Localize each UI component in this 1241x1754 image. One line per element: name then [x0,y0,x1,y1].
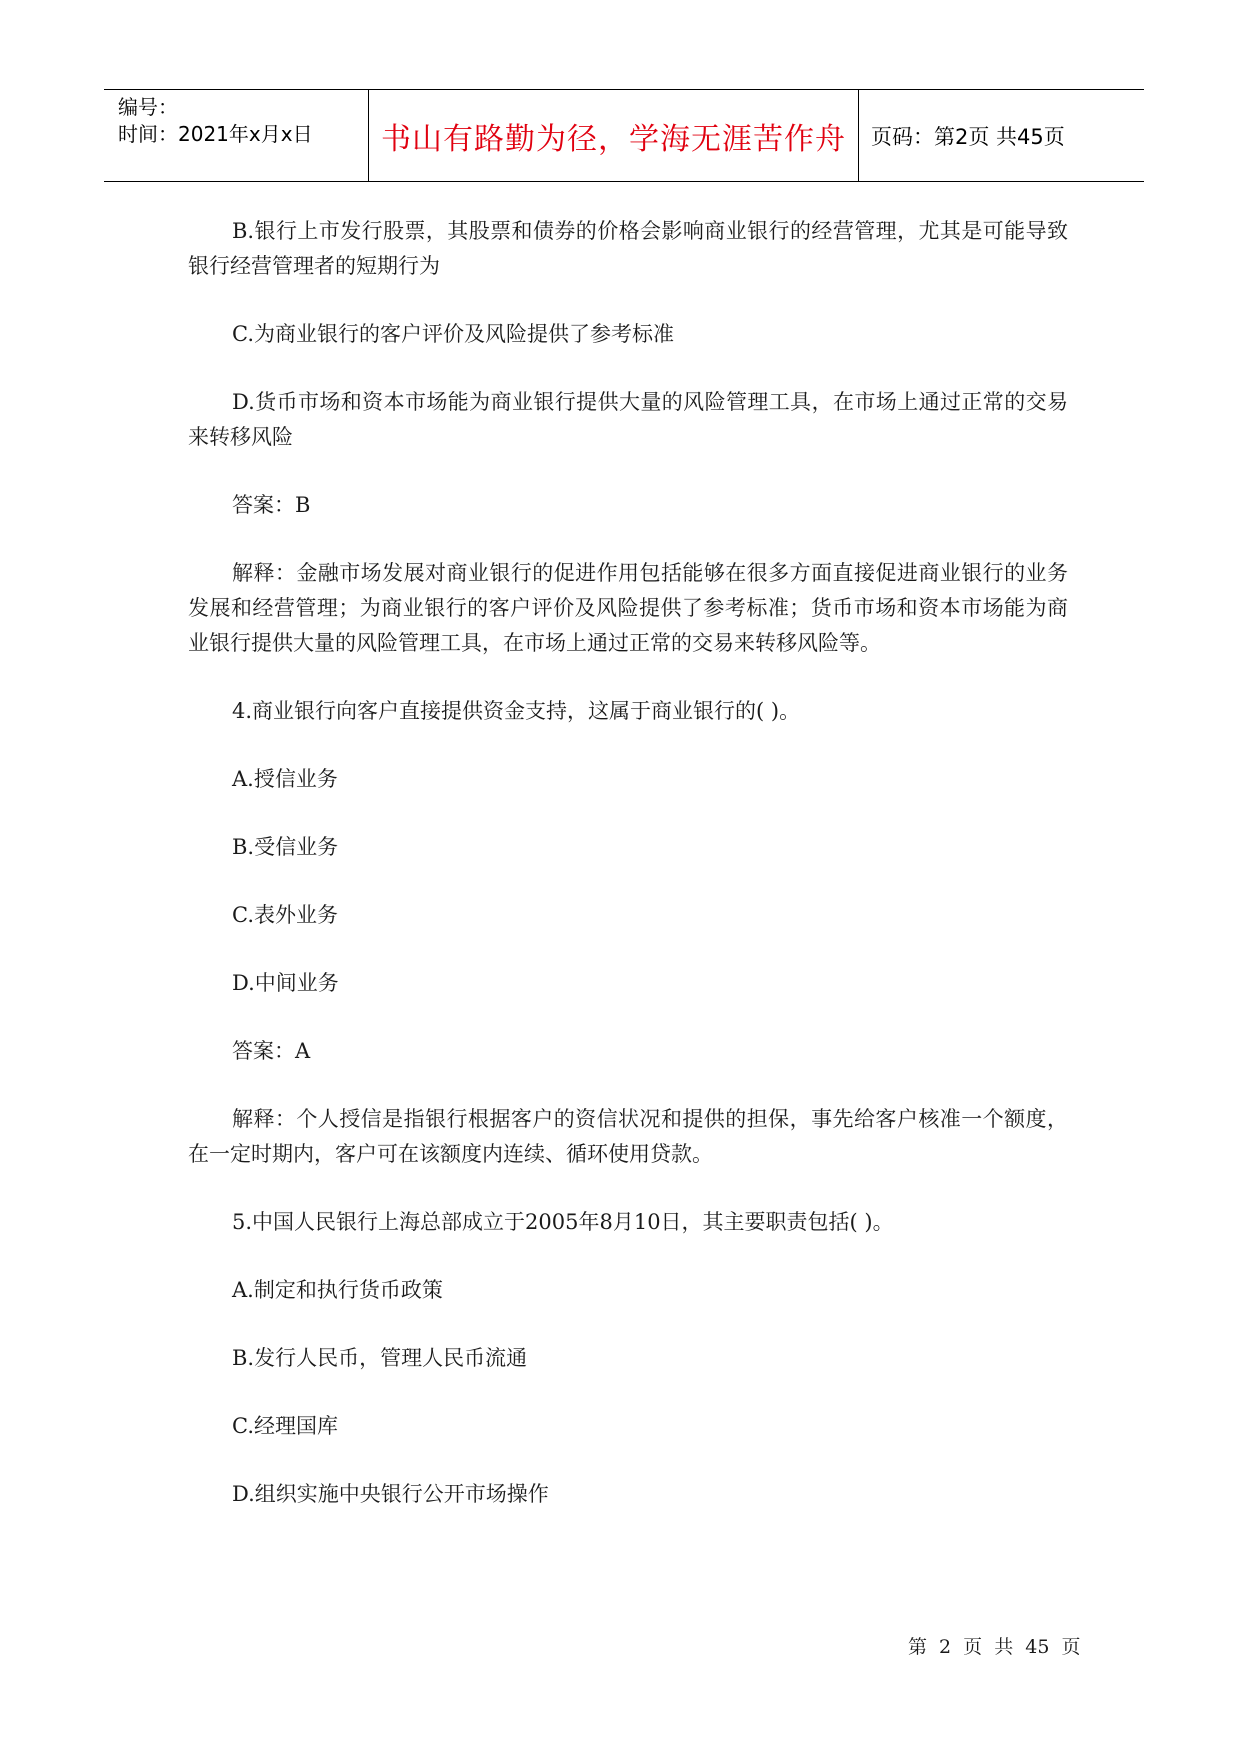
option-b-paragraph: B.银行上市发行股票，其股票和债券的价格会影响商业银行的经营管理，尤其是可能导致银行经营管理者的短期行为 [188,219,1068,278]
question-5-option-b: B.发行人民币，管理人民币流通 [232,1346,528,1370]
document-body [188,214,1068,1545]
answer-paragraph: 答案：B [232,493,311,517]
question-5-option-c: C.经理国库 [232,1414,338,1438]
question-4-option-d: D.中间业务 [232,971,339,995]
question-4-option-c: C.表外业务 [232,903,338,927]
question-4: 4.商业银行向客户直接提供资金支持，这属于商业银行的( )。 [232,699,801,723]
header-meta [104,90,369,181]
header-page-info: 页码：第2页 共45页 [871,124,1065,149]
page-header [104,89,1144,182]
page-footer: 第 2 页 共 45 页 [908,1636,1081,1658]
question-4-option-b: B.受信业务 [232,835,339,859]
question-5: 5.中国人民银行上海总部成立于2005年8月10日，其主要职责包括( )。 [232,1210,894,1234]
explanation-paragraph: 解释：金融市场发展对商业银行的促进作用包括能够在很多方面直接促进商业银行的业务发展和经营管理；为商业银行的客户评价及风险提供了参考标准；货币市场和资本市场能为商业银行提供大量的风险管理工具，在市场上通过正常的交易来转移风险等。 [188,561,1068,655]
option-d-paragraph: D.货币市场和资本市场能为商业银行提供大量的风险管理工具，在市场上通过正常的交易来转移风险 [188,390,1068,449]
document-time-label: 时间：2021年x月x日 [118,122,313,146]
document-number-label: 编号： [118,95,178,119]
question-5-option-d: D.组织实施中央银行公开市场操作 [232,1482,549,1506]
header-motto: 书山有路勤为径，学海无涯苦作舟 [369,90,859,181]
option-c-paragraph: C.为商业银行的客户评价及风险提供了参考标准 [232,322,674,346]
question-4-explanation: 解释：个人授信是指银行根据客户的资信状况和提供的担保，事先给客户核准一个额度，在一定时期内，客户可在该额度内连续、循环使用贷款。 [188,1107,1068,1166]
question-4-option-a: A.授信业务 [232,767,338,791]
question-5-option-a: A.制定和执行货币政策 [232,1278,443,1302]
question-4-answer: 答案：A [232,1039,311,1063]
